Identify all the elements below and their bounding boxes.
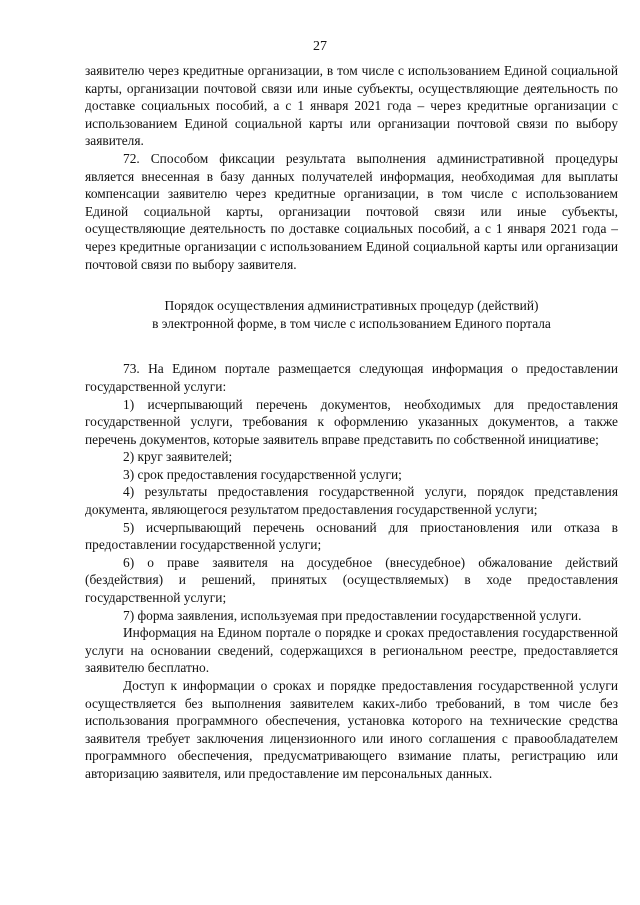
- section-heading: [85, 297, 618, 332]
- list-item-4: 4) результаты предоставления государственной услуги, порядок представления документа, являющегося результатом предоставления государственной услуги;: [85, 484, 618, 518]
- section-heading-line-1: Порядок осуществления административных процедур (действий): [164, 298, 539, 314]
- paragraph-continuation: заявителю через кредитные организации, в том числе с использованием Единой социальной карты, организации почтовой связи или иные субъекты, осуществляющие деятельность по доставке социальных пособий, а с 1 января 2021 года – через кредитные организации с использованием Единой социальной карты или организации почтовой связи по выбору заявителя.: [85, 63, 618, 149]
- list-item-2: 2) круг заявителей;: [123, 449, 233, 465]
- list-item-5: 5) исчерпывающий перечень оснований для приостановления или отказа в предоставлении государственной услуги;: [85, 519, 618, 553]
- paragraph-73: 73. На Едином портале размещается следующая информация о предоставлении государственной услуги:: [85, 361, 618, 394]
- paragraph-access: Доступ к информации о сроках и порядке предоставления государственной услуги осуществляется без выполнения заявителем каких-либо требований, в том числе без использования программного обеспечения, установка которого на технические средства заявителя требует заключения лицензионного или иного соглашения с правообладателем программного обеспечения, предусматривающего взимание платы, регистрацию или авторизацию заявителя, или предоставление им персональных данных.: [85, 678, 618, 781]
- list-item-7: 7) форма заявления, используемая при предоставлении государственной услуги.: [123, 607, 582, 623]
- list-item-3: 3) срок предоставления государственной услуги;: [123, 466, 402, 482]
- paragraph-72: 72. Способом фиксации результата выполнения административной процедуры является внесенная в базу данных получателей информация, необходимая для выплаты компенсации заявителю через кредитные организации, в том числе с использованием Единой социальной карты, организации почтовой связи или иные субъекты, осуществляющие деятельность по доставке социальных пособий, а с 1 января 2021 года – через кредитные организации с использованием Единой социальной карты или организации почтовой связи по выбору заявителя.: [85, 150, 618, 272]
- page-number: 27: [313, 39, 327, 54]
- list-item-6: 6) о праве заявителя на досудебное (внесудебное) обжалование действий (бездействия) и решений, принятых (осуществляемых) в ходе предоставления государственной услуги;: [85, 554, 618, 606]
- document-body: [85, 62, 618, 783]
- paragraph-info-free: Информация на Едином портале о порядке и сроках предоставления государственной услуги на основании сведений, содержащихся в региональном реестре, предоставляется заявителю бесплатно.: [85, 625, 618, 676]
- section-heading-line-2: в электронной форме, в том числе с использованием Единого портала: [152, 315, 551, 331]
- list-item-1: 1) исчерпывающий перечень документов, необходимых для предоставления государственной услуги, требования к оформлению указанных документов, а также перечень документов, которые заявитель вправе представить по собственной инициативе;: [85, 396, 618, 447]
